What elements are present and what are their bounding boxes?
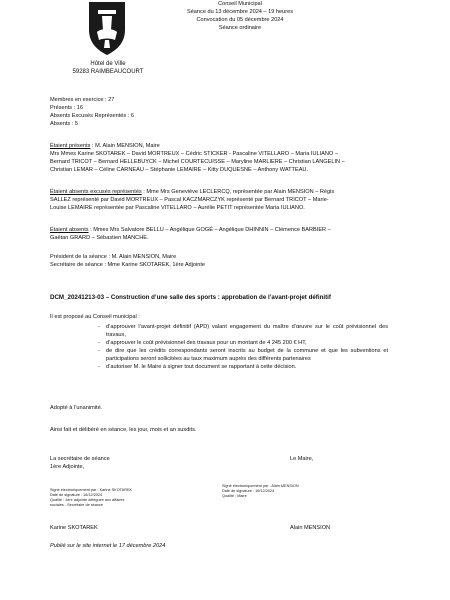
coat-of-arms-logo <box>87 0 127 56</box>
secretary-name: Karine SKOTAREK <box>50 525 98 531</box>
secretary-role-line-1: La secrétaire de séance <box>50 456 110 462</box>
sig-secretary-line: Qualité : 1ère adjointe déléguée aux affaires <box>50 498 125 502</box>
absents-label: Étaient absents <box>50 227 89 233</box>
member-counts <box>50 96 134 128</box>
session-header <box>180 0 300 32</box>
townhall-postcode-city: 59283 RAIMBEAUCOURT <box>72 69 144 75</box>
header-line-3: Convocation du 05 décembre 2024 <box>196 17 284 23</box>
presents-head: : M. Alain MENSION, Maire <box>90 143 160 149</box>
count-excused: Absents Excusés Représentés : 6 <box>50 113 134 119</box>
secretary-role <box>50 455 110 471</box>
sig-mayor-line: Signé électroniquement par : Alain MENSION <box>222 484 299 488</box>
sig-secretary-line: sociales - Secrétaire de séance <box>50 503 103 507</box>
excused-head: : Mme Mrs Geneviève LECLERCQ, représentée par Alain MENSION – Régis <box>141 189 335 195</box>
excused-block <box>50 188 400 212</box>
sig-secretary-line: Date de signature : 16/12/2024 <box>50 493 103 497</box>
bullet-item: - de dire que les crédits correspondants seront inscrits au budget de la commune et que les subventions et participations seront sollicitées au taux maximum auprès des différents partenaires <box>98 348 388 364</box>
bullet-item: - d’approuver le coût prévisionnel des travaux pour un montant de 4 245 200 € HT, <box>98 340 388 348</box>
header-line-1: Conseil Municipal <box>218 1 262 7</box>
count-absent: Absents : 5 <box>50 121 78 127</box>
absents-head: : Mmes Mrs Salvatore BELLU – Angélique GOGÉ – Angélique DHINNIN – Clémence BARBIER – <box>88 227 331 233</box>
count-present: Présents : 16 <box>50 105 83 111</box>
deliberation-bullets <box>98 324 388 371</box>
publication-note: Publié sur le site internet le 17 décembre 2024 <box>50 543 166 549</box>
session-officers <box>50 253 205 269</box>
presents-block <box>50 142 400 174</box>
absents-block <box>50 226 400 242</box>
bullet-item: - d’approuver l’avant-projet définitif (APD) valant engagement du maître d’œuvre sur le coût prévisionnel des travaux, <box>98 324 388 340</box>
presents-line-2: Bernard TRICOT – Bernard HELLEBUYCK – Michel COURTECUISSE – Maryline MARLIERE – Christian LANGELIN – <box>50 159 345 165</box>
presents-label: Étaient présents <box>50 143 91 149</box>
deliberation-intro: Il est proposé au Conseil municipal : <box>50 314 140 320</box>
excused-line-2: Louise LEMAIRE représentée par Pascaline VITELLARO – Aurélie PETIT représentée Maria IULIANO. <box>50 205 305 211</box>
excused-label: Étaient absents excusés représentés <box>50 189 142 195</box>
sig-mayor-line: Qualité : Maire <box>222 494 247 498</box>
signature-box-secretary <box>50 488 170 508</box>
mayor-role: Le Maire, <box>290 456 314 462</box>
done-text: Ainsi fait et délibéré en séance, les jour, mois et an susdits. <box>50 427 197 433</box>
absents-line-1: Gaëtan GRARD – Sébastien MANCHE. <box>50 235 149 241</box>
townhall-address <box>70 60 146 76</box>
presents-line-3: Christian LEMAR – Céline CARNEAU – Stéphanie LEMAIRE – Kitty DUQUESNE – Anthony WATTEAU. <box>50 167 309 173</box>
deliberation-title: DCM_20241213-03 – Construction d’une salle des sports : approbation de l’avant-projet définitif <box>50 294 331 301</box>
signature-box-mayor <box>222 484 342 499</box>
header-line-4: Séance ordinaire <box>218 25 262 31</box>
bullet-item: - d’autoriser M. le Maire à signer tout document se rapportant à cette décision. <box>98 364 388 372</box>
mayor-name: Alain MENSION <box>290 525 331 531</box>
sig-mayor-line: Date de signature : 16/12/2024 <box>222 489 275 493</box>
president-line: Président de la séance : M. Alain MENSION, Maire <box>50 254 177 260</box>
count-members: Membres en exercice : 27 <box>50 97 115 103</box>
header-line-2: Séance du 13 décembre 2024 – 19 heures <box>186 9 294 15</box>
townhall-name: Hôtel de Ville <box>90 61 126 67</box>
sig-secretary-line: Signé électroniquement par : Karine SKOTAREK <box>50 488 133 492</box>
excused-line-1: SALLEZ représenté par David MORTREUX – Pascal KACZMARCZYK représenté par Bernard TRICOT – Marie- <box>50 197 329 203</box>
adopted-text: Adopté à l’unanimité. <box>50 405 103 411</box>
presents-line-1: Mrs Mmes Karine SKOTAREK – David MORTREUX – Cédric STICKER - Pascaline VITELLARO – Maria IULIANO – <box>50 151 338 157</box>
secretary-role-line-2: 1ère Adjointe, <box>50 464 85 470</box>
secretary-line: Secrétaire de séance : Mme Karine SKOTAREK, 1ère Adjointe <box>50 262 206 268</box>
